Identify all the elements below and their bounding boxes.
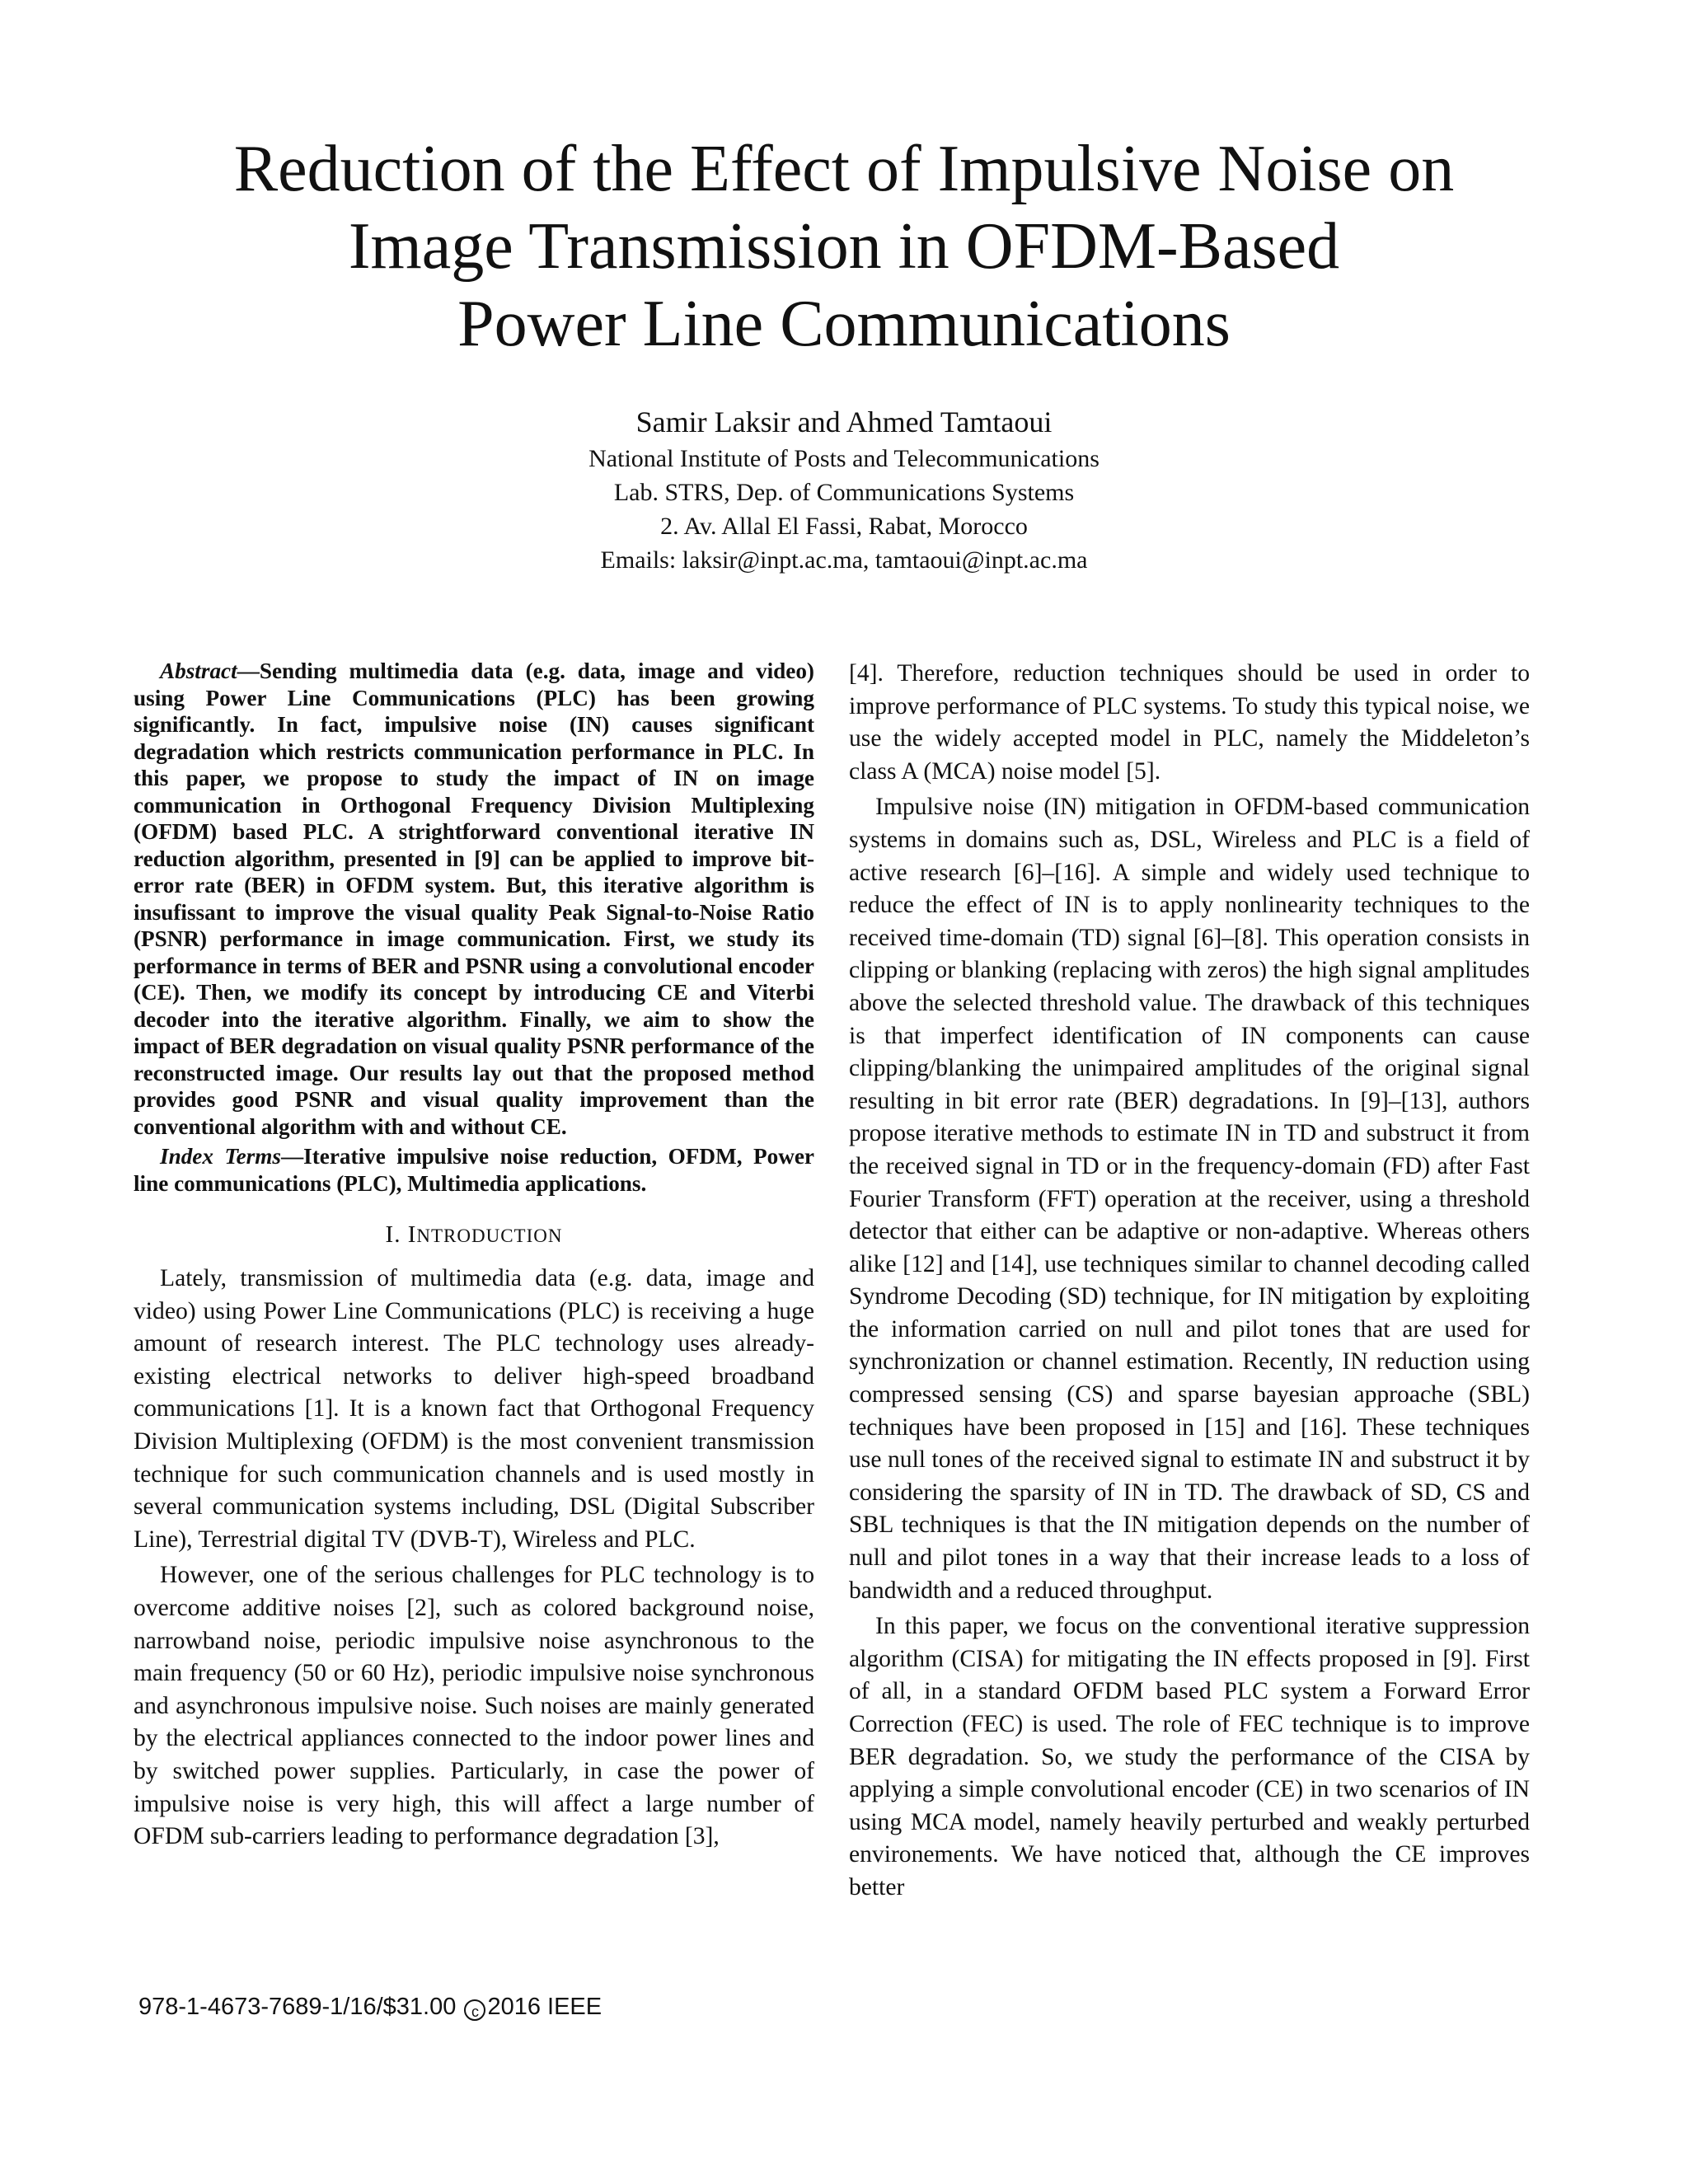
copyright-year-org: 2016 IEEE (487, 1994, 603, 2020)
section-heading-introduction (134, 1220, 814, 1251)
body-paragraph: Lately, transmission of multimedia data (e.g. data, image and video) using Power Line Communications (PLC) is receiving a huge amount of research interest. The PLC technology uses already-existing electrical networks to deliver high-speed broadband communications [1]. It is a known fact that Orthogonal Frequency Division Multiplexing (OFDM) is the most convenient transmission technique for such communication channels and is used mostly in several communication systems including, DSL (Digital Subscriber Line), Terrestrial digital TV (DVB-T), Wireless and PLC. (134, 1265, 814, 1553)
abstract (134, 658, 814, 1140)
index-terms-label: Index Terms (160, 1144, 281, 1169)
affiliation-line: Lab. STRS, Dep. of Communications Systems (613, 479, 1075, 506)
author-names: Samir Laksir and Ahmed Tamtaoui (635, 405, 1053, 438)
right-column (849, 658, 1530, 1905)
index-terms (134, 1143, 814, 1197)
body-paragraph: Impulsive noise (IN) mitigation in OFDM-based communication systems in domains such as, DSL, Wireless and PLC is a field of active research [6]–[16]. A simple and widely used technique to reduce the effect of IN is to apply nonlinearity techniques to the received time-domain (TD) signal [6]–[8]. This operation consists in clipping or blanking (replacing with zeros) the high signal amplitudes above the selected threshold value. The drawback of this techniques is that imperfect identification of IN components can cause clipping/blanking the unimpaired amplitudes of the original signal resulting in bit error rate (BER) degradations. In [9]–[13], authors propose iterative methods to estimate IN in TD and substruct it from the received signal in TD or in the frequency-domain (FD) after Fast Fourier Transform (FFT) operation at the receiver, using a threshold detector that either can be adaptive or non-adaptive. Whereas others alike [12] and [14], use techniques similar to channel decoding called Syndrome Decoding (SD) technique, for IN mitigation by exploiting the information carried on null and pilot tones that are used for synchronization or channel estimation. Recently, IN reduction using compressed sensing (CS) and sparse bayesian approache (SBL) techniques have been proposed in [15] and [16]. These techniques use null tones of the received signal to estimate IN and substruct it by considering the sparsity of IN in TD. The drawback of SD, CS and SBL techniques is that the IN mitigation depends on the number of null and pilot tones in a way that their increase leads to a loss of bandwidth and a reduced throughput. (849, 794, 1530, 1604)
copyright-icon: c (464, 1999, 485, 2021)
title-line: Power Line Communications (457, 288, 1231, 360)
affiliation-line: 2. Av. Allal El Fassi, Rabat, Morocco (660, 513, 1028, 540)
abstract-label: Abstract (160, 658, 237, 683)
copyright-footer (138, 1993, 602, 2021)
title-line: Reduction of the Effect of Impulsive Noise on (233, 133, 1455, 205)
left-column (134, 658, 814, 1854)
author-block (247, 402, 1441, 577)
author-emails: Emails: laksir@inpt.ac.ma, tamtaoui@inpt.ac.ma (600, 546, 1088, 574)
body-paragraph: However, one of the serious challenges for PLC technology is to overcome additive noises [2], such as colored background noise, narrowband noise, periodic impulsive noise asynchronous to the main frequency (50 or 60 Hz), periodic impulsive noise synchronous and asynchronous impulsive noise. Such noises are mainly generated by the electrical appliances connected to the indoor power lines and by switched power supplies. Particularly, in case the power of impulsive noise is very high, this will affect a large number of OFDM sub-carriers leading to performance degradation [3], (134, 1562, 814, 1850)
section-title: NTRODUCTION (416, 1226, 563, 1246)
index-terms-text: —Iterative impulsive noise reduction, OFDM, Power line communications (PLC), Multimedia applications. (134, 1144, 814, 1196)
section-number: I. I (385, 1221, 417, 1248)
title-line: Image Transmission in OFDM-Based (348, 210, 1340, 283)
body-paragraph: In this paper, we focus on the conventional iterative suppression algorithm (CISA) for mitigating the IN effects proposed in [9]. First of all, in a standard OFDM based PLC system a Forward Error Correction (FEC) is used. The role of FEC technique is to improve BER degradation. So, we study the performance of the CISA by applying a simple convolutional encoder (CE) in two scenarios of IN using MCA model, namely heavily perturbed and weakly perturbed environements. We have noticed that, although the CE improves better (849, 1613, 1530, 1900)
abstract-text: —Sending multimedia data (e.g. data, image and video) using Power Line Communications (PLC) has been growing significantly. In fact, impulsive noise (IN) causes significant degradation which restricts communication performance in PLC. In this paper, we propose to study the impact of IN on image communication in Orthogonal Frequency Division Multiplexing (OFDM) based PLC. A strightforward conventional iterative IN reduction algorithm, presented in [9] can be applied to improve bit-error rate (BER) in OFDM system. But, this iterative algorithm is insufissant to improve the visual quality Peak Signal-to-Noise Ratio (PSNR) performance in image communication. First, we study its performance in terms of BER and PSNR using a convolutional encoder (CE). Then, we modify its concept by introducing CE and Viterbi decoder into the iterative algorithm. Finally, we aim to show the impact of BER degradation on visual quality PSNR performance of the reconstructed image. Our results lay out that the proposed method provides good PSNR and visual quality improvement than the conventional algorithm with and without CE. (134, 658, 814, 1139)
isbn-price: 978-1-4673-7689-1/16/$31.00 (138, 1994, 463, 2020)
paper-title (132, 130, 1556, 363)
affiliation-line: National Institute of Posts and Telecommunications (588, 445, 1100, 472)
body-paragraph: [4]. Therefore, reduction techniques should be used in order to improve performance of PLC systems. To study this typical noise, we use the widely accepted model in PLC, namely the Middeleton’s class A (MCA) noise model [5]. (849, 660, 1530, 785)
